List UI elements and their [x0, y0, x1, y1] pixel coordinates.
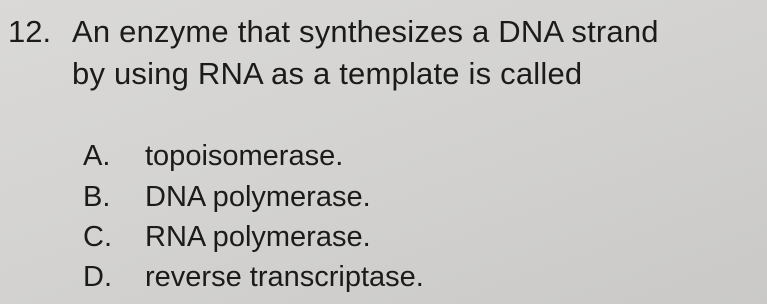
option-text: topoisomerase. — [145, 140, 344, 172]
option-text: reverse transcriptase. — [145, 261, 424, 293]
option-letter: D. — [83, 261, 112, 293]
option-c[interactable] — [83, 219, 371, 255]
option-letter: A. — [83, 140, 111, 172]
option-text: RNA polymerase. — [145, 221, 371, 253]
question-text-line-2: by using RNA as a template is called — [72, 56, 583, 91]
option-d[interactable] — [83, 259, 424, 295]
question-text-line-1: An enzyme that synthesizes a DNA strand — [72, 14, 659, 49]
question-number: 12. — [8, 14, 52, 49]
option-letter: B. — [83, 181, 111, 213]
option-b[interactable] — [83, 179, 371, 215]
option-letter: C. — [83, 221, 112, 253]
option-a[interactable] — [83, 138, 343, 174]
option-text: DNA polymerase. — [145, 181, 371, 213]
